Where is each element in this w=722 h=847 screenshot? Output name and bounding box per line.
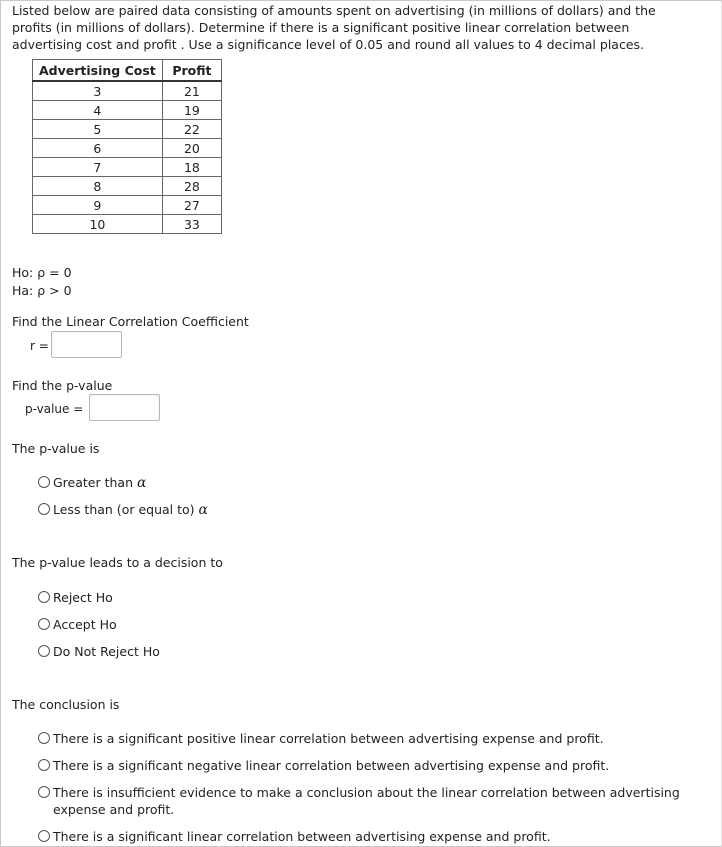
cell-profit: 22	[162, 120, 221, 139]
option-label: There is a significant positive linear correlation between advertising expense and profit.	[53, 731, 604, 746]
option-label: There is insufficient evidence to make a conclusion about the linear correlation between advertising expense and profit.	[53, 785, 680, 817]
header-profit: Profit	[162, 60, 221, 82]
pvalue-label: p-value =	[25, 402, 84, 416]
question-text-line-2: profits (in millions of dollars). Determine if there is a significant positive linear correlation between	[12, 20, 630, 35]
table-row	[33, 81, 222, 101]
decision-prompt: The p-value leads to a decision to	[12, 555, 223, 570]
radio-button[interactable]	[38, 645, 50, 657]
option-label: Do Not Reject Ho	[53, 644, 160, 659]
table-row	[33, 139, 222, 158]
table-row	[33, 177, 222, 196]
table-row	[33, 101, 222, 120]
option-greater-than-alpha[interactable]	[38, 474, 146, 492]
radio-button[interactable]	[38, 476, 50, 488]
radio-button[interactable]	[38, 732, 50, 744]
cell-advertising-cost: 3	[33, 81, 163, 101]
table-row	[33, 215, 222, 234]
radio-button[interactable]	[38, 591, 50, 603]
option-label: Greater than	[53, 475, 134, 490]
option-label: Less than (or equal to)	[53, 502, 195, 517]
header-advertising-cost: Advertising Cost	[33, 60, 163, 82]
option-do-not-reject-ho[interactable]	[38, 643, 160, 660]
radio-button[interactable]	[38, 830, 50, 842]
radio-button[interactable]	[38, 503, 50, 515]
cell-advertising-cost: 4	[33, 101, 163, 120]
cell-advertising-cost: 7	[33, 158, 163, 177]
option-significant-linear[interactable]	[38, 828, 708, 845]
alpha-symbol: α	[198, 502, 208, 518]
pvalue-prompt: Find the p-value	[12, 378, 113, 393]
option-accept-ho[interactable]	[38, 616, 117, 633]
data-table	[32, 59, 222, 234]
question-text-line-1: Listed below are paired data consisting of amounts spent on advertising (in millions of dollars) and the	[12, 3, 656, 18]
alternative-hypothesis: Ha: ρ > 0	[12, 283, 72, 298]
cell-profit: 28	[162, 177, 221, 196]
option-label: Reject Ho	[53, 590, 113, 605]
option-reject-ho[interactable]	[38, 589, 113, 606]
pvalue-compare-prompt: The p-value is	[12, 441, 100, 456]
null-hypothesis: Ho: ρ = 0	[12, 265, 72, 280]
option-significant-positive[interactable]	[38, 730, 708, 747]
question-text	[12, 2, 702, 53]
cell-advertising-cost: 8	[33, 177, 163, 196]
cell-profit: 33	[162, 215, 221, 234]
radio-button[interactable]	[38, 618, 50, 630]
alpha-symbol: α	[137, 475, 147, 491]
table-header-row	[33, 60, 222, 82]
correlation-prompt: Find the Linear Correlation Coefficient	[12, 314, 249, 329]
option-significant-negative[interactable]	[38, 757, 708, 774]
cell-advertising-cost: 10	[33, 215, 163, 234]
r-input[interactable]	[51, 331, 122, 358]
option-label: Accept Ho	[53, 617, 117, 632]
cell-profit: 18	[162, 158, 221, 177]
radio-button[interactable]	[38, 786, 50, 798]
cell-advertising-cost: 5	[33, 120, 163, 139]
table-row	[33, 196, 222, 215]
option-insufficient-evidence[interactable]	[38, 784, 708, 818]
question-text-line-3: advertising cost and profit . Use a significance level of 0.05 and round all values to 4 decimal places.	[12, 37, 644, 52]
option-less-than-alpha[interactable]	[38, 501, 208, 519]
conclusion-prompt: The conclusion is	[12, 697, 120, 712]
cell-profit: 20	[162, 139, 221, 158]
r-label: r =	[30, 339, 49, 353]
cell-advertising-cost: 6	[33, 139, 163, 158]
cell-profit: 19	[162, 101, 221, 120]
cell-advertising-cost: 9	[33, 196, 163, 215]
table-row	[33, 158, 222, 177]
cell-profit: 27	[162, 196, 221, 215]
table-row	[33, 120, 222, 139]
cell-profit: 21	[162, 81, 221, 101]
pvalue-input[interactable]	[89, 394, 160, 421]
option-label: There is a significant linear correlation between advertising expense and profit.	[53, 829, 551, 844]
option-label: There is a significant negative linear correlation between advertising expense and profit.	[53, 758, 610, 773]
radio-button[interactable]	[38, 759, 50, 771]
